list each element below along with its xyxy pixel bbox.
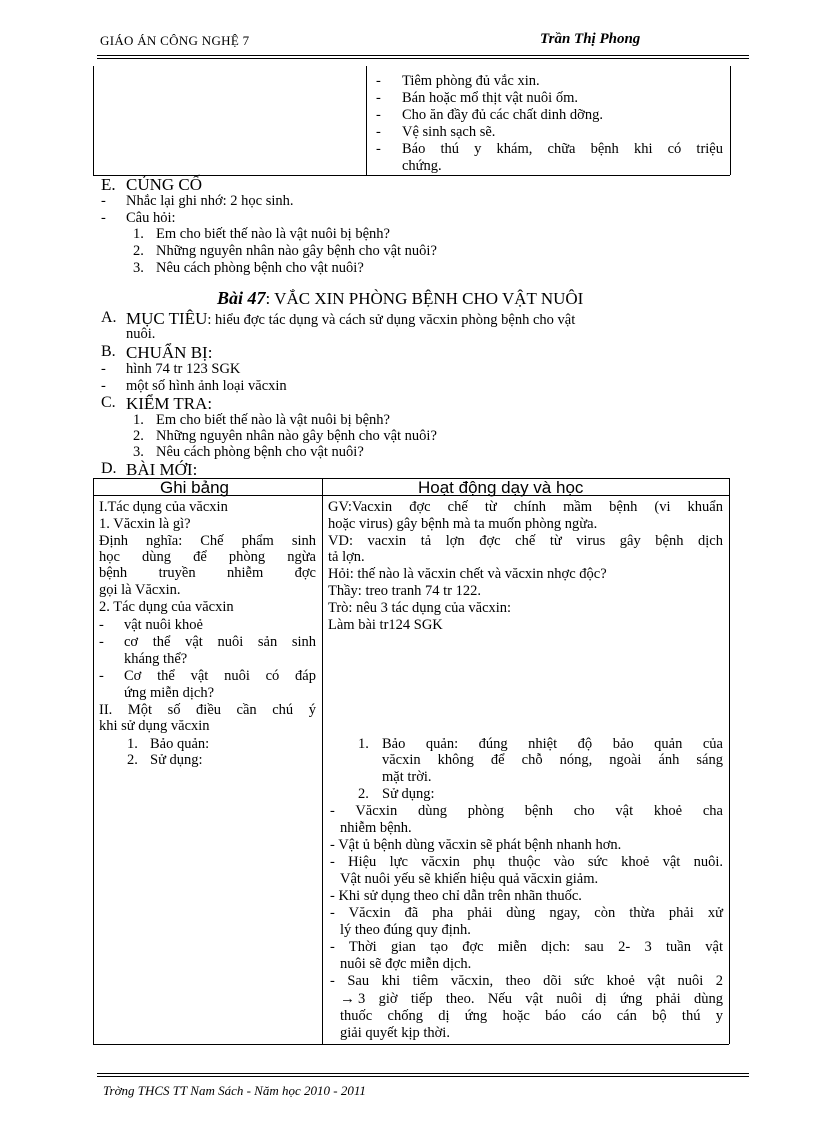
left-line: vật nuôi khoẻ — [124, 617, 203, 633]
section-a-text-cont: nuôi. — [126, 326, 156, 342]
cung-co-item: Nhắc lại ghi nhớ: 2 học sinh. — [126, 193, 294, 209]
section-d-label: D. — [101, 460, 117, 477]
left-line: Sử dụng: — [150, 752, 203, 768]
right-dash-line: nhiễm bệnh. — [340, 820, 412, 836]
footer-rule-bottom — [97, 1076, 749, 1077]
list-item: Báo thú y khám, chữa bệnh khi có triệu — [402, 141, 723, 157]
right-numbered-line: Sử dụng: — [382, 786, 435, 802]
left-line: Định nghĩa: Chế phẩm sinh — [99, 533, 316, 549]
left-line: ứng miễn dịch? — [124, 685, 215, 701]
right-line: tả lợn. — [328, 549, 365, 565]
left-line: khi sử dụng văcxin — [99, 718, 210, 734]
column-header-right: Hoạt động dạy và học — [418, 478, 584, 497]
right-line: Thầy: treo tranh 74 tr 122. — [328, 583, 482, 599]
footer-rule-top — [97, 1073, 749, 1074]
left-line: 2. Tác dụng của văcxin — [99, 599, 234, 615]
right-dash-line: - Hiệu lực văcxin phụ thuộc vào sức khoẻ vật nuôi. — [330, 854, 723, 870]
right-dash-line: nuôi sẽ đợc miễn dịch. — [340, 956, 472, 972]
left-line: 1. Văcxin là gì? — [99, 516, 191, 532]
right-numbered-line: Bảo quản: đúng nhiệt độ bảo quản của — [382, 736, 723, 752]
cung-co-item: Câu hỏi: — [126, 210, 176, 226]
section-b-label: B. — [101, 343, 116, 360]
right-dash-line: giải quyết kịp thời. — [340, 1025, 450, 1041]
header-author: Trần Thị Phong — [540, 31, 641, 47]
right-dash-line: - Văcxin dùng phòng bệnh cho vật khoẻ cha — [330, 803, 723, 819]
section-a-title: MỤC TIÊU — [126, 309, 208, 328]
column-header-left: Ghi bảng — [160, 478, 229, 497]
arrow-icon: → — [340, 991, 355, 1007]
right-line: VD: vacxin tả lợn đợc chế từ virus gây bệnh dịch — [328, 533, 723, 549]
header-subject: GIÁO ÁN CÔNG NGHỆ 7 — [100, 33, 250, 48]
list-item-cont: chứng. — [402, 158, 442, 174]
prep-item: hình 74 tr 123 SGK — [126, 361, 241, 377]
right-dash-line: thuốc chống dị ứng hoặc báo cáo cán bộ thú y — [340, 1008, 723, 1024]
right-line: hoặc virus) gây bệnh mà ta muốn phòng ngừa. — [328, 516, 598, 532]
cung-co-question: Những nguyên nhân nào gây bệnh cho vật nuôi? — [156, 243, 437, 259]
left-line: bệnh truyền nhiễm đợc — [99, 565, 316, 581]
section-a-line — [126, 311, 748, 328]
right-dash-line: lý theo đúng quy định. — [340, 922, 471, 938]
list-item: Tiêm phòng đủ vắc xin. — [402, 73, 540, 89]
right-line: Làm bài tr124 SGK — [328, 617, 443, 633]
right-line: Hỏi: thế nào là văcxin chết và văcxin nhợc độc? — [328, 566, 607, 582]
section-a-text: : hiểu đợc tác dụng và cách sử dụng văcxin phòng bệnh cho vật — [207, 312, 576, 328]
prep-item: một số hình ảnh loại văcxin — [126, 378, 287, 394]
right-numbered-line: văcxin không để chỗ nóng, ngoài ánh sáng — [382, 752, 723, 768]
left-line: kháng thể? — [124, 651, 188, 667]
section-a-label: A. — [101, 309, 117, 326]
left-line: Cơ thể vật nuôi có đáp — [124, 668, 316, 684]
cung-co-question: Em cho biết thế nào là vật nuôi bị bệnh? — [156, 226, 390, 242]
right-dash-line: - Thời gian tạo đợc miễn dịch: sau 2- 3 tuần vật — [330, 939, 723, 955]
header-rule-top — [97, 55, 749, 56]
footer-text: Trờng THCS TT Nam Sách - Năm học 2010 - 2011 — [103, 1083, 366, 1098]
right-numbered-line: mặt trời. — [382, 769, 432, 785]
cung-co-question: Nêu cách phòng bệnh cho vật nuôi? — [156, 260, 364, 276]
right-dash-line: - Khi sử dụng theo chỉ dẫn trên nhãn thuốc. — [330, 888, 582, 904]
check-question: Những nguyên nhân nào gây bệnh cho vật nuôi? — [156, 428, 437, 444]
list-item: Bán hoặc mổ thịt vật nuôi ốm. — [402, 90, 578, 106]
list-item: Cho ăn đầy đủ các chất dinh dỡng. — [402, 107, 603, 123]
section-e-title: CỦNG CỐ — [126, 175, 203, 194]
list-item: Vệ sinh sạch sẽ. — [402, 124, 496, 140]
right-line: GV:Vacxin đợc chế từ chính mầm bệnh (vi khuẩn — [328, 499, 723, 515]
right-dash-line: Vật nuôi yếu sẽ khiến hiệu quả văcxin giảm. — [340, 871, 599, 887]
left-line: I.Tác dụng của văcxin — [99, 499, 228, 515]
section-c-title: KIỂM TRA: — [126, 394, 213, 413]
left-line: Bảo quản: — [150, 736, 210, 752]
section-e-label: E. — [101, 175, 116, 194]
section-c-label: C. — [101, 394, 116, 411]
check-question: Nêu cách phòng bệnh cho vật nuôi? — [156, 444, 364, 460]
lesson-name: : VẮC XIN PHÒNG BỆNH CHO VẬT NUÔI — [265, 289, 584, 308]
lesson-title — [217, 290, 583, 307]
section-d-title: BÀI MỚI: — [126, 460, 198, 479]
check-question: Em cho biết thế nào là vật nuôi bị bệnh? — [156, 412, 390, 428]
right-dash-line: 3 giờ tiếp theo. Nếu vật nuôi dị ứng phải dùng — [358, 991, 723, 1007]
right-dash-line: - Sau khi tiêm văcxin, theo dõi sức khoẻ vật nuôi 2 — [330, 973, 723, 989]
left-line: II. Một số điều cần chú ý — [99, 702, 316, 718]
left-line: cơ thể vật nuôi sản sinh — [124, 634, 316, 650]
right-line: Trò: nêu 3 tác dụng của văcxin: — [328, 600, 512, 616]
lesson-number: Bài 47 — [217, 288, 266, 308]
right-dash-line: - Vật ủ bệnh dùng văcxin sẽ phát bệnh nhanh hơn. — [330, 837, 622, 853]
section-b-title: CHUẨN BỊ: — [126, 343, 213, 362]
left-line: học dùng để phòng ngừa — [99, 549, 316, 565]
header-rule-bottom — [97, 58, 749, 59]
left-line: gọi là Văcxin. — [99, 582, 181, 598]
right-dash-line: - Văcxin đã pha phải dùng ngay, còn thừa phải xử — [330, 905, 723, 921]
